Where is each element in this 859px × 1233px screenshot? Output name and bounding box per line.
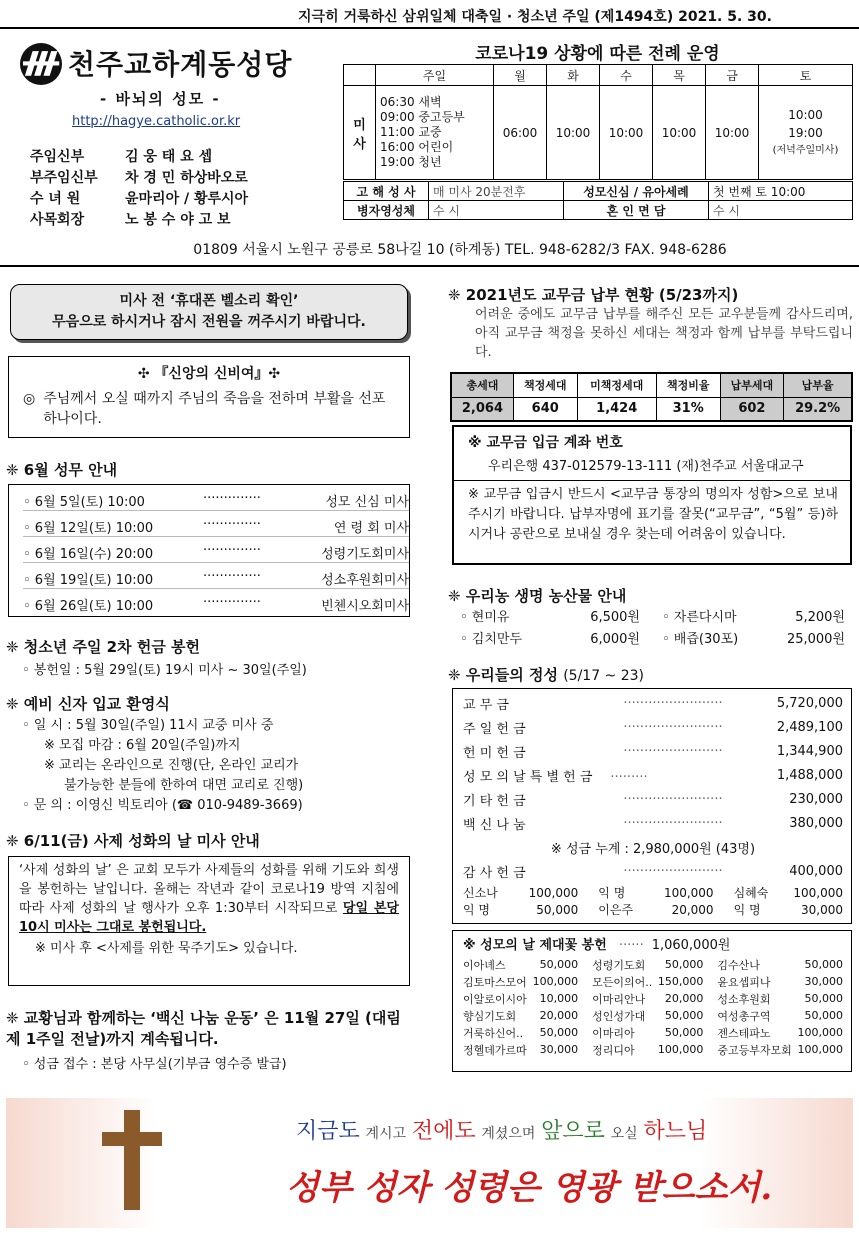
donor-name: 익 명 — [463, 903, 490, 917]
phone-notice-title: 미사 전 ‘휴대폰 벨소리 확인’ — [119, 293, 299, 309]
day-header: 수 — [600, 65, 653, 86]
dues-value: 2,064 — [451, 397, 513, 421]
offering-table — [463, 691, 843, 883]
day-header: 월 — [494, 65, 547, 86]
staff-row — [30, 209, 320, 230]
offering-amount: 1,344,900 — [776, 743, 843, 759]
offering-label: 성 모 의 날 특 별 헌 금 — [463, 769, 593, 785]
devotion-label: 성모신심 / 유아세례 — [564, 182, 709, 201]
dues-header: 총세대 — [451, 373, 513, 397]
faith-mystery-body: 주님께서 오실 때까지 주님의 죽음을 전하며 부활을 선포하나이다. — [43, 391, 386, 427]
church-name: 천주교하계동성당 — [68, 48, 293, 81]
church-subtitle: - 바뇌의 성모 - — [100, 90, 221, 108]
offering-amount: 380,000 — [789, 815, 843, 831]
offering-total: ※ 성금 누계 : 2,980,000원 (43명) — [550, 841, 756, 857]
flower-donor-name: 모든이의어.. — [592, 975, 653, 989]
dues-value: 602 — [720, 397, 784, 421]
june-dots: ·············· — [203, 491, 261, 506]
priest-day-body-bold: 당일 본당 10시 미사는 그대로 봉헌됩니다. — [19, 901, 399, 935]
farm-row — [460, 629, 850, 651]
sacrament-table — [343, 181, 853, 220]
farm-item-name: ◦ 자른다시마 — [662, 610, 737, 625]
donor-row — [463, 901, 843, 918]
cross-hands-icon — [96, 1110, 166, 1210]
flower-donor-amount: 50,000 — [804, 992, 843, 1005]
day-header: 화 — [547, 65, 600, 86]
banner-word: 하느님 — [643, 1119, 708, 1144]
phone-notice-body: 무음으로 하시거나 잠시 전원을 꺼주시기 바랍니다. — [52, 314, 366, 330]
donor-amount: 100,000 — [528, 885, 579, 900]
youth-title: ❈ 청소년 주일 2차 헌금 봉헌 — [6, 638, 201, 656]
sunday-time: 16:00 어린이 — [380, 140, 454, 154]
banner-word: 전에도 — [411, 1119, 476, 1144]
flower-donor-amount: 30,000 — [539, 1043, 579, 1056]
priest-day-note: ※ 미사 후 <사제를 위한 묵주기도> 있습니다. — [35, 941, 298, 956]
offering-dots: ························ — [623, 863, 723, 879]
mass-label: 미사 — [344, 86, 376, 180]
june-box — [8, 484, 410, 617]
flower-donor-amount: 50,000 — [539, 1026, 579, 1039]
dues-header: 책정비율 — [656, 373, 720, 397]
farm-list — [460, 607, 850, 651]
staff-name: 차 경 민 하상바오로 — [125, 170, 248, 186]
dues-account-box — [452, 425, 852, 565]
catechumen-line: ◦ 문 의 : 이영신 빅토리아 (☎ 010-9489-3669) — [22, 798, 303, 813]
june-event: 성모 신심 미사 — [325, 495, 409, 510]
offering-row — [463, 715, 843, 739]
offering-dots: ········· — [610, 769, 648, 785]
banner-line2: 성부 성자 성령은 영광 받으소서. — [286, 1168, 773, 1208]
account-title: ※ 교무금 입금 계좌 번호 — [468, 435, 623, 451]
june-event: 성소후원회미사 — [321, 573, 409, 588]
sunday-time: 06:30 새벽 — [380, 95, 442, 109]
staff-role: 사목회장 — [30, 212, 85, 228]
saturday-time: 19:00 — [788, 125, 823, 140]
weekday-time: 10:00 — [706, 86, 759, 180]
day-header: 주일 — [376, 65, 494, 86]
staff-name: 노 봉 수 야 고 보 — [125, 212, 231, 228]
offering-dots: ························ — [623, 815, 723, 831]
june-date: ◦ 6월 5일(토) 10:00 — [23, 495, 145, 510]
bottom-banner — [6, 1098, 853, 1228]
flower-donor-name: 윤요셉피나 — [717, 975, 771, 989]
banner-word: 계셨으며 — [481, 1126, 536, 1142]
donor-row — [463, 884, 843, 901]
donor-name: 이은주 — [598, 903, 634, 917]
donor-name: 신소나 — [463, 886, 498, 900]
flowers-header — [463, 934, 843, 956]
offering-label-wide — [463, 763, 753, 787]
flower-donor-name: 거룩하신어.. — [463, 1026, 524, 1040]
weekday-time: 06:00 — [494, 86, 547, 180]
saturday-note: (저녁주일미사) — [772, 144, 839, 156]
offering-amount: 2,489,100 — [776, 719, 843, 735]
june-date: ◦ 6월 26일(토) 10:00 — [23, 599, 154, 614]
flower-donor-amount: 100,000 — [797, 1043, 843, 1056]
flower-donor-name: 중고등부자모회 — [717, 1043, 792, 1057]
flower-donor-amount: 20,000 — [664, 992, 704, 1005]
church-logo-icon: ᚍ — [20, 43, 62, 85]
donor-name: 심혜숙 — [733, 886, 769, 900]
sunday-time: 19:00 청년 — [380, 155, 442, 169]
priest-day-title: ❈ 6/11(금) 사제 성화의 날 미사 안내 — [6, 832, 260, 850]
faith-mystery-content — [9, 383, 409, 429]
flower-donor-amount: 20,000 — [539, 1009, 579, 1022]
offering-total-row — [463, 835, 843, 859]
faith-mystery-box — [8, 356, 410, 438]
farm-row — [460, 607, 850, 629]
dues-value: 31% — [656, 397, 720, 421]
flowers-dots: ······ — [618, 938, 644, 953]
schedule-title: 코로나19 상황에 따른 전례 운영 — [475, 44, 720, 64]
june-item — [23, 513, 409, 537]
flower-donor-amount: 150,000 — [657, 975, 704, 988]
account-notice: ※ 교무금 입금시 반드시 <교무금 통장의 명의자 성함>으로 보내주시기 바랍니다. 납부자명에 표기를 잘못(“교무금”, “5월” 등)하시거나 공란으로 보내실 경우 찾는데 어려움이 있습니다. — [468, 487, 838, 542]
flower-donor-amount: 30,000 — [804, 975, 843, 988]
offering-title-text: ❈ 우리들의 정성 — [448, 666, 558, 684]
flower-donor-name: 김수산나 — [717, 958, 760, 972]
flower-donor-amount: 50,000 — [539, 958, 579, 971]
flower-donor-name: 정리디아 — [592, 1043, 635, 1057]
flower-donor-amount: 50,000 — [664, 1009, 704, 1022]
flower-donor-name: 정헬데가르따 — [463, 1043, 527, 1057]
confession-label: 고 해 성 사 — [344, 182, 429, 201]
offering-row — [463, 739, 843, 763]
catechumen-line: ※ 교리는 온라인으로 진행(단, 온라인 교리가 — [44, 758, 299, 773]
flower-donor-name: 젠스테파노 — [717, 1026, 771, 1040]
june-dots: ·············· — [203, 517, 261, 532]
june-dots: ·············· — [203, 569, 261, 584]
weekday-time: 10:00 — [653, 86, 706, 180]
flower-donor-name: 여성총구역 — [717, 1009, 771, 1023]
catechumen-line: ◦ 일 시 : 5월 30일(주일) 11시 교중 미사 중 — [22, 718, 274, 733]
dues-title: ❈ 2021년도 교무금 납부 현황 (5/23까지) — [448, 286, 739, 304]
banner-word: 오실 — [610, 1126, 638, 1142]
day-header: 금 — [706, 65, 759, 86]
youth-line: ◦ 봉헌일 : 5월 29일(토) 19시 미사 ~ 30일(주일) — [22, 663, 307, 678]
account-number: 우리은행 437-012579-13-111 (재)천주교 서울대교구 — [488, 459, 804, 474]
offering-label: 헌 미 헌 금 — [463, 745, 526, 761]
phone-notice-box — [10, 284, 408, 340]
offering-label: 기 타 헌 금 — [463, 793, 526, 809]
offering-amount: 230,000 — [789, 791, 843, 807]
weekday-time: 10:00 — [547, 86, 600, 180]
june-item — [23, 591, 409, 615]
flower-donor-amount: 50,000 — [804, 958, 843, 971]
june-dots: ·············· — [203, 595, 261, 610]
donor-name: 익 명 — [598, 886, 626, 900]
faith-mystery-title: ✣ 『신앙의 신비여』✣ — [137, 366, 281, 382]
offering-row — [463, 811, 843, 835]
marriage-label: 혼 인 면 담 — [564, 201, 709, 220]
june-event: 빈첸시오회미사 — [321, 599, 409, 614]
catechumen-line: ※ 모집 마감 : 6월 20일(주일)까지 — [44, 738, 241, 753]
june-item — [23, 487, 409, 511]
offering-dots: ························ — [623, 743, 723, 759]
dues-value: 1,424 — [577, 397, 656, 421]
flower-row — [463, 990, 843, 1007]
staff-name: 윤마리아 / 황루시아 — [125, 191, 249, 207]
banner-word: 지금도 — [296, 1119, 360, 1144]
day-header: 목 — [653, 65, 706, 86]
farm-item-price: 6,000원 — [590, 632, 640, 647]
flower-row — [463, 1041, 843, 1058]
farm-title: ❈ 우리농 생명 농산물 안내 — [448, 587, 627, 605]
flowers-box — [452, 930, 852, 1072]
flower-donor-name: 성소후원회 — [717, 992, 771, 1006]
june-item — [23, 539, 409, 563]
offering-period: (5/17 ~ 23) — [563, 668, 645, 684]
flower-donor-amount: 100,000 — [797, 1026, 843, 1039]
flower-donor-amount: 100,000 — [532, 975, 579, 988]
june-event: 연 령 회 미사 — [333, 521, 409, 536]
mass-schedule-table — [343, 64, 853, 180]
offering-label: 백 신 나 눔 — [463, 817, 526, 833]
flower-donor-name: 이마리안나 — [592, 992, 646, 1006]
offering-amount: 1,488,000 — [776, 767, 843, 783]
june-date: ◦ 6월 19일(토) 10:00 — [23, 573, 154, 588]
corner-cell — [344, 65, 376, 86]
confession-value: 매 미사 20분전후 — [429, 182, 564, 201]
offering-label: 감 사 헌 금 — [463, 865, 526, 881]
flower-row — [463, 956, 843, 973]
saturday-times — [759, 86, 853, 180]
offering-amount: 400,000 — [789, 863, 843, 879]
flower-row — [463, 1007, 843, 1024]
dues-table — [450, 372, 853, 422]
flower-donor-name: 김토마스모어 — [463, 975, 527, 989]
staff-list — [30, 146, 320, 230]
banner-word: 앞으로 — [541, 1119, 605, 1144]
offering-label: 교 무 금 — [463, 697, 509, 713]
staff-role: 부주임신부 — [30, 170, 98, 186]
offering-box — [452, 688, 852, 924]
offering-row — [463, 787, 843, 811]
dues-header: 책정세대 — [513, 373, 577, 397]
offering-row — [463, 763, 843, 787]
staff-row — [30, 188, 320, 209]
donor-amount: 30,000 — [801, 902, 843, 917]
banner-line1 — [296, 1114, 707, 1145]
june-title: ❈ 6월 성무 안내 — [6, 461, 118, 479]
church-url-link[interactable]: http://hagye.catholic.or.kr — [72, 114, 241, 129]
sick-communion-label: 병자영성체 — [344, 201, 429, 220]
flower-donor-amount: 100,000 — [657, 1043, 704, 1056]
cross-icon — [96, 1110, 166, 1210]
sunday-time: 11:00 교중 — [380, 125, 442, 139]
catechumen-body — [22, 716, 412, 816]
dues-header: 납부율 — [784, 373, 852, 397]
offering-amount: 5,720,000 — [776, 695, 843, 711]
farm-item-name: ◦ 배즙(30포) — [662, 632, 739, 647]
address-rule — [0, 265, 859, 267]
donor-name: 익 명 — [733, 903, 761, 917]
priest-day-body: ‘사제 성화의 날’ 은 교회 모두가 사제들의 성화를 위해 기도와 희생을 봉헌하는 날입니다. 올해는 작년과 같이 코로나19 방역 지침에 따라 사제 성화의 날 행사가 오후 1:30부터 시작되므로 — [19, 863, 399, 916]
flowers-amount: 1,060,000원 — [651, 938, 731, 953]
staff-row — [30, 167, 320, 188]
sick-communion-value: 수 시 — [429, 201, 564, 220]
catechumen-line: 불가능한 분들에 한하여 대면 교리로 진행) — [64, 778, 304, 793]
offering-title — [448, 664, 644, 685]
donor-amount: 50,000 — [536, 902, 579, 917]
banner-word: 계시고 — [365, 1126, 407, 1142]
offering-dots: ························ — [623, 695, 723, 711]
dues-value: 29.2% — [784, 397, 852, 421]
priest-day-box — [8, 856, 410, 986]
june-dots: ·············· — [203, 543, 261, 558]
donor-amount: 100,000 — [663, 885, 714, 900]
vaccine-line: ◦ 성금 접수 : 본당 사무실(기부금 영수증 발급) — [22, 1057, 287, 1072]
farm-item-name: ◦ 김치만두 — [460, 632, 523, 647]
flower-row — [463, 973, 843, 990]
staff-role: 수 녀 원 — [30, 191, 81, 207]
offering-dots: ························ — [623, 719, 723, 735]
offering-label: 주 일 헌 금 — [463, 721, 526, 737]
staff-row — [30, 146, 320, 167]
offering-row — [463, 691, 843, 715]
donor-amount: 100,000 — [793, 885, 843, 900]
weekday-time: 10:00 — [600, 86, 653, 180]
address-line: 01809 서울시 노원구 공릉로 58나길 10 (하계동) TEL. 948-6282/3 FAX. 948-6286 — [193, 242, 727, 258]
flower-donor-amount: 50,000 — [804, 1009, 843, 1022]
marriage-value: 수 시 — [709, 201, 853, 220]
vaccine-title: ❈ 교황님과 함께하는 ‘백신 나눔 운동’ 은 11월 27일 (대림 제 1주일 전날)까지 계속됩니다. — [6, 1009, 401, 1048]
dues-header: 미책정세대 — [577, 373, 656, 397]
june-event: 성령기도회미사 — [321, 547, 409, 562]
saturday-time: 10:00 — [788, 107, 823, 122]
farm-item-price: 6,500원 — [590, 610, 640, 625]
flowers-table — [463, 956, 843, 1058]
dues-header: 납부세대 — [720, 373, 784, 397]
flowers-title: ※ 성모의 날 제대꽃 봉헌 — [463, 938, 607, 953]
offering-dots: ························ — [623, 791, 723, 807]
flower-donor-amount: 50,000 — [664, 958, 704, 971]
flower-donor-name: 이마리아 — [592, 1026, 635, 1040]
farm-item-name: ◦ 현미유 — [460, 610, 510, 625]
dues-value: 640 — [513, 397, 577, 421]
flower-donor-amount: 50,000 — [664, 1026, 704, 1039]
flower-donor-amount: 10,000 — [539, 992, 579, 1005]
farm-item-price: 5,200원 — [795, 610, 845, 625]
farm-item-price: 25,000원 — [786, 632, 845, 647]
flower-donor-name: 성인성가대 — [592, 1009, 646, 1023]
offering-row — [463, 859, 843, 883]
staff-role: 주임신부 — [30, 149, 85, 165]
sunday-mass-times — [376, 86, 494, 180]
june-date: ◦ 6월 12일(토) 10:00 — [23, 521, 154, 536]
june-date: ◦ 6월 16일(수) 20:00 — [23, 547, 154, 562]
dues-body: 어려운 중에도 교무금 납부를 해주신 모든 교우분들께 감사드리며, 아직 교무금 책정을 못하신 세대는 책정과 함께 납부를 부탁드립니다. — [475, 307, 853, 360]
donor-amount: 20,000 — [671, 902, 714, 917]
flower-donor-name: 향심기도회 — [463, 1009, 517, 1023]
flower-row — [463, 1024, 843, 1041]
catechumen-title: ❈ 예비 신자 입교 환영식 — [6, 695, 170, 713]
circle-marker-icon: ◎ — [23, 391, 36, 407]
flower-donor-name: 이알로이시아 — [463, 992, 527, 1006]
devotion-value: 첫 번째 토 10:00 — [709, 182, 853, 201]
flower-donor-name: 성령기도회 — [592, 958, 646, 972]
sunday-time: 09:00 중고등부 — [380, 110, 465, 124]
staff-name: 김 웅 태 요 셉 — [125, 149, 213, 165]
day-header: 토 — [759, 65, 853, 86]
donor-table — [463, 884, 843, 918]
header-rule — [0, 27, 859, 29]
issue-date-line: 지극히 거룩하신 삼위일체 대축일 · 청소년 주일 (제1494호) 2021. 5. 30. — [298, 9, 772, 25]
flower-donor-name: 이아녜스 — [463, 958, 506, 972]
june-item — [23, 565, 409, 589]
